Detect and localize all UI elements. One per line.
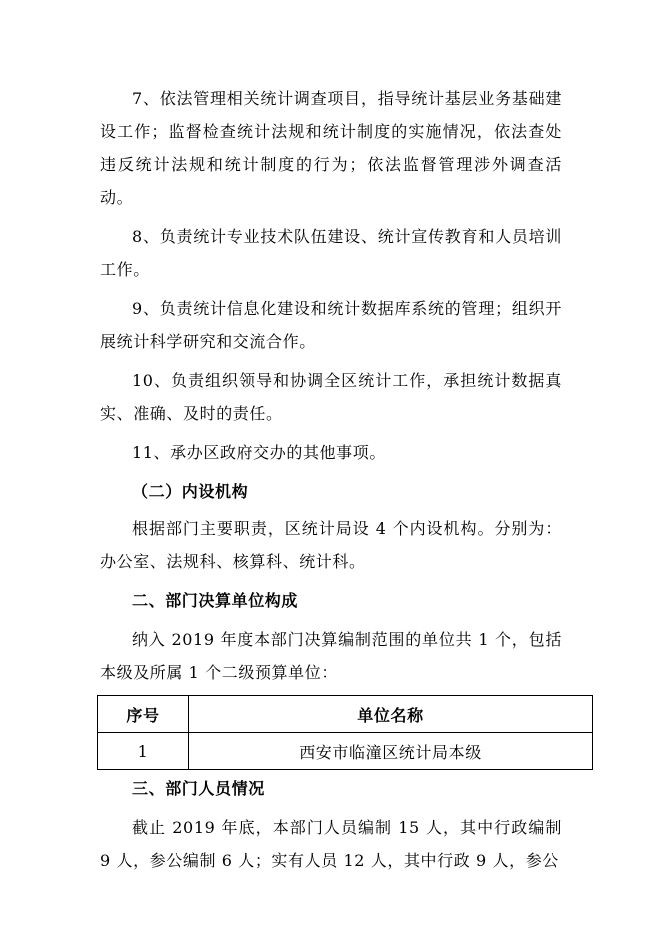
paragraph-duty-10: 10、负责组织领导和协调全区统计工作，承担统计数据真实、准确、及时的责任。 xyxy=(100,371,562,423)
paragraph-staff: 截止 2019 年底，本部门人员编制 15 人，其中行政编制 9 人，参公编制 6 人；实有人员 12 人，其中行政 9 人，参公 xyxy=(100,818,562,870)
table-cell-unit-name: 西安市临潼区统计局本级 xyxy=(189,733,593,770)
heading-internal-structure: （二）内设机构 xyxy=(132,482,249,501)
paragraph-duty-7: 7、依法管理相关统计调查项目，指导统计基层业务基础建设工作；监督检查统计法规和统计制度的实施情况，依法查处违反统计法规和统计制度的行为；依法监督管理涉外调查活动。 xyxy=(100,89,562,207)
paragraph-duty-8: 8、负责统计专业技术队伍建设、统计宣传教育和人员培训工作。 xyxy=(100,227,562,279)
paragraph-unit-composition: 纳入 2019 年度本部门决算编制范围的单位共 1 个，包括本级及所属 1 个二级预算单位： xyxy=(100,630,562,682)
paragraph-internal-structure: 根据部门主要职责，区统计局设 4 个内设机构。分别为：办公室、法规科、核算科、统计科。 xyxy=(100,519,562,571)
table-row xyxy=(98,733,593,770)
table-cell-no: 1 xyxy=(98,733,189,770)
table-header-row xyxy=(98,696,593,733)
paragraph-duty-11: 11、承办区政府交办的其他事项。 xyxy=(132,443,386,462)
paragraph-duty-9: 9、负责统计信息化建设和统计数据库系统的管理；组织开展统计科学研究和交流合作。 xyxy=(100,299,562,351)
table-header-no: 序号 xyxy=(98,696,189,733)
unit-table xyxy=(97,695,593,770)
heading-staff: 三、部门人员情况 xyxy=(132,779,265,798)
document-body xyxy=(100,82,562,883)
table-header-unit-name: 单位名称 xyxy=(189,696,593,733)
heading-unit-composition: 二、部门决算单位构成 xyxy=(132,591,299,610)
